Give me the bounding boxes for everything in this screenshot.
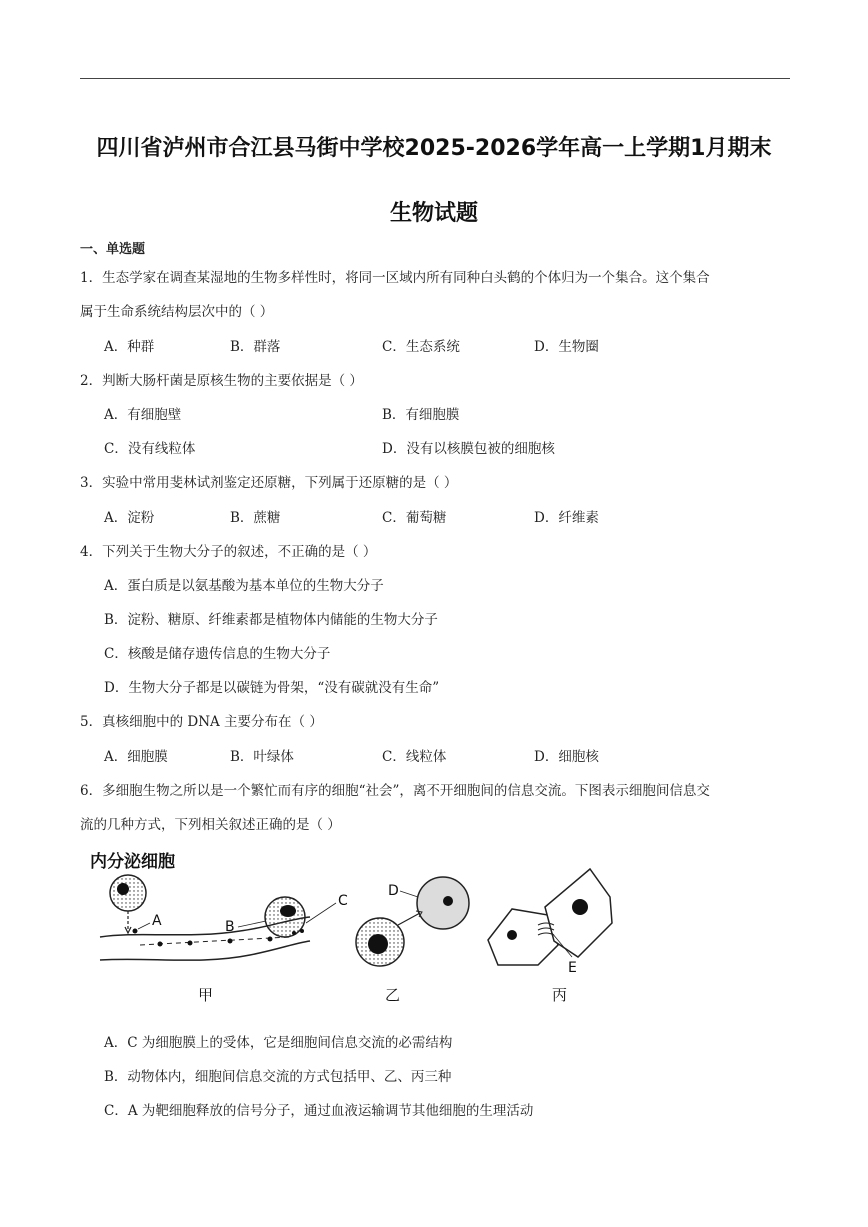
signal-cell-nucleus: [368, 934, 388, 954]
question-4-option-c: C．核酸是储存遗传信息的生物大分子: [104, 646, 331, 662]
question-6-option-c: C．A 为靶细胞释放的信号分子，通过血液运输调节其他细胞的生理活动: [104, 1103, 534, 1119]
question-1-option-c: C．生态系统: [382, 339, 460, 355]
caption-yi: 乙: [385, 986, 401, 1004]
endocrine-cell-nucleus: [117, 883, 129, 895]
question-4-option-d: D．生物大分子都是以碳链为骨架，“没有碳就没有生命”: [104, 680, 440, 696]
panel-jia: [100, 875, 348, 1004]
question-2-text: 2．判断大肠杆菌是原核生物的主要依据是（ ）: [80, 373, 363, 389]
label-b: B: [225, 919, 235, 935]
target-cell: [265, 897, 305, 937]
target-cell-nucleus: [280, 905, 296, 917]
section-heading: 一、单选题: [80, 242, 146, 257]
question-5-option-c: C．线粒体: [382, 749, 447, 765]
question-5-option-d: D．细胞核: [534, 749, 599, 765]
endocrine-cell: [110, 875, 146, 911]
question-2-option-d: D．没有以核膜包被的细胞核: [382, 441, 555, 457]
question-4-text: 4．下列关于生物大分子的叙述，不正确的是（ ）: [80, 544, 377, 560]
panel-bing: [488, 869, 612, 1004]
receiving-cell-nucleus: [443, 896, 453, 906]
question-3-option-c: C．葡萄糖: [382, 510, 447, 526]
page-title-line-2: 生物试题: [389, 201, 478, 226]
question-3-option-a: A．淀粉: [104, 510, 155, 526]
question-6-option-b: B．动物体内，细胞间信息交流的方式包括甲、乙、丙三种: [104, 1069, 452, 1085]
question-5-option-a: A．细胞膜: [104, 749, 168, 765]
header-rule: [80, 78, 790, 79]
question-4-option-b: B．淀粉、糖原、纤维素都是植物体内储能的生物大分子: [104, 612, 438, 628]
question-6-text-cont: 流的几种方式，下列相关叙述正确的是（ ）: [80, 817, 341, 833]
question-2-option-a: A．有细胞壁: [104, 407, 182, 423]
question-3-text: 3．实验中常用斐林试剂鉴定还原糖，下列属于还原糖的是（ ）: [80, 475, 458, 491]
question-5-option-b: B．叶绿体: [230, 749, 294, 765]
question-1-text-cont: 属于生命系统结构层次中的（ ）: [80, 304, 274, 320]
question-6-option-a: A．C 为细胞膜上的受体，它是细胞间信息交流的必需结构: [104, 1035, 453, 1051]
figure-heading: 内分泌细胞: [90, 852, 175, 872]
question-4-option-a: A．蛋白质是以氨基酸为基本单位的生物大分子: [104, 578, 384, 594]
question-1-option-b: B．群落: [230, 339, 281, 355]
question-2-option-b: B．有细胞膜: [382, 407, 460, 423]
caption-jia: 甲: [198, 986, 214, 1004]
label-d: D: [388, 883, 399, 899]
page-title-line-1: 四川省泸州市合江县马街中学校2025-2026学年高一上学期1月期末: [96, 136, 772, 161]
question-2-option-c: C．没有线粒体: [104, 441, 196, 457]
caption-bing: 丙: [552, 986, 568, 1004]
cell-communication-figure: [80, 845, 640, 1015]
question-1-option-a: A．种群: [104, 339, 155, 355]
label-e: E: [568, 960, 577, 976]
label-a: A: [152, 913, 162, 929]
panel-yi: [356, 877, 469, 1004]
question-5-text: 5．真核细胞中的 DNA 主要分布在（ ）: [80, 714, 323, 730]
question-3-option-d: D．纤维素: [534, 510, 599, 526]
label-c: C: [338, 893, 348, 909]
question-1-text: 1．生态学家在调查某湿地的生物多样性时，将同一区域内所有同种白头鹤的个体归为一个集合。这个集合: [80, 270, 710, 286]
question-6-text: 6．多细胞生物之所以是一个繁忙而有序的细胞“社会”，离不开细胞间的信息交流。下图表示细胞间信息交: [80, 783, 710, 799]
receiving-cell: [417, 877, 469, 929]
question-3-option-b: B．蔗糖: [230, 510, 281, 526]
blood-vessel-lower: [100, 941, 310, 960]
question-1-option-d: D．生物圈: [534, 339, 599, 355]
